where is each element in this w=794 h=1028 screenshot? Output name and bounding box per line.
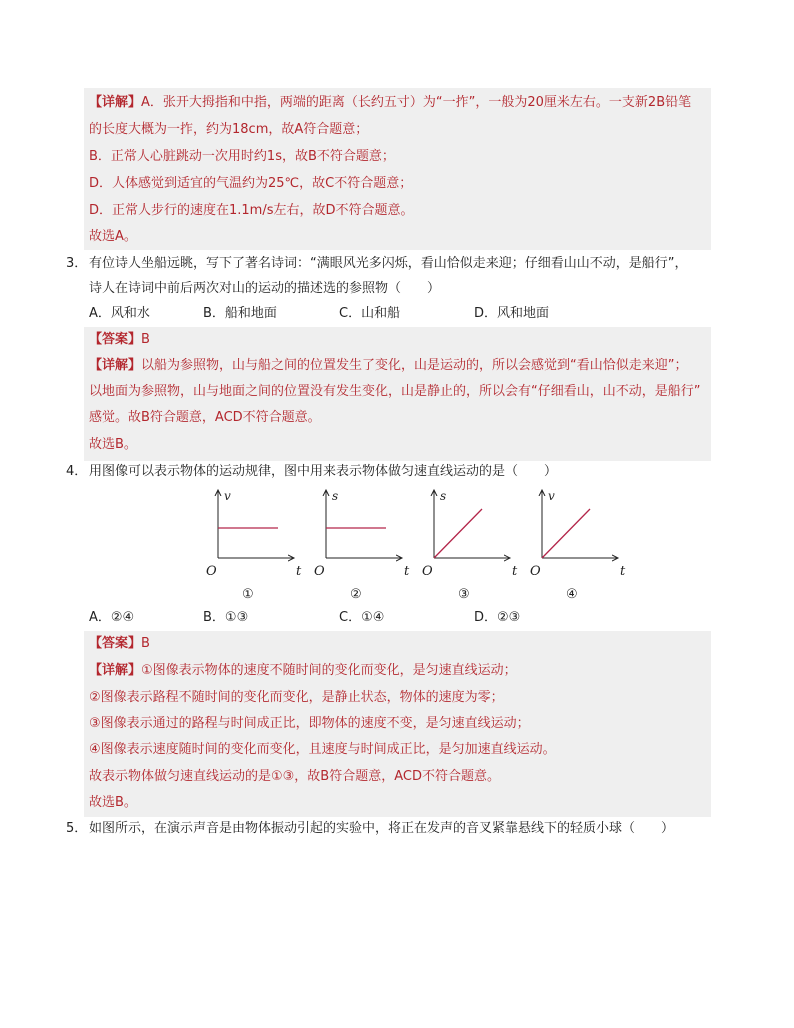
graph-caption: ③ — [458, 587, 470, 602]
origin-label: O — [530, 564, 541, 579]
q3-answer: 【答案】B — [89, 332, 150, 347]
graph-line — [542, 509, 590, 558]
explain-tag: 【详解】 — [89, 95, 142, 110]
q4-explain-line-2: ②图像表示路程不随时间的变化而变化，是静止状态，物体的速度为零； — [89, 690, 504, 705]
origin-label: O — [422, 564, 433, 579]
q3-explain-line-4: 故选B。 — [89, 437, 137, 452]
graph-caption: ② — [350, 587, 362, 602]
q4-number: 4． — [66, 464, 88, 479]
q4-stem-line-1: 用图像可以表示物体的运动规律，图中用来表示物体做匀速直线运动的是（ ） — [89, 464, 558, 479]
origin-label: O — [206, 564, 217, 579]
graph-1 — [206, 489, 302, 602]
origin-label: O — [314, 564, 325, 579]
q4-explain-line-6: 故选B。 — [89, 795, 137, 810]
graph-caption: ① — [242, 587, 254, 602]
q4-explain-line-3: ③图像表示通过的路程与时间成正比，即物体的速度不变，是匀速直线运动； — [89, 716, 530, 731]
graph-caption: ④ — [566, 587, 578, 602]
q2-explain-line-6: 故选A。 — [89, 229, 137, 244]
y-axis-label: v — [548, 489, 555, 503]
y-axis-label: s — [440, 489, 447, 503]
q4-explain-line-5: 故表示物体做匀速直线运动的是①③，故B符合题意，ACD不符合题意。 — [89, 769, 500, 784]
q4-explain-line-4: ④图像表示速度随时间的变化而变化，且速度与时间成正比，是匀加速直线运动。 — [89, 742, 556, 757]
x-axis-label: t — [620, 564, 626, 579]
q5-stem-line-1: 如图所示，在演示声音是由物体振动引起的实验中，将正在发声的音叉紧靠悬线下的轻质小球（ ） — [89, 821, 675, 836]
y-axis-label: v — [224, 489, 231, 503]
x-axis-label: t — [512, 564, 518, 579]
q4-answer: 【答案】B — [89, 636, 150, 651]
q3-option-c: C．山和船 — [339, 306, 401, 321]
q2-explain-line-2: 的长度大概为一拃，约为18cm，故A符合题意； — [89, 122, 369, 137]
q5-number: 5． — [66, 821, 88, 836]
x-axis-label: t — [404, 564, 410, 579]
q4-option-b: B．①③ — [203, 610, 249, 625]
q3-explain-line-2: 以地面为参照物，山与地面之间的位置没有发生变化，山是静止的，所以会有“仔细看山，山不动，是船行” — [89, 384, 701, 399]
q3-option-b: B．船和地面 — [203, 306, 277, 321]
q3-stem-line-1: 有位诗人坐船远眺，写下了著名诗词：“满眼风光多闪烁，看山恰似走来迎；仔细看山山不动，是船行”， — [89, 256, 688, 271]
q3-option-d: D．风和地面 — [474, 306, 550, 321]
q2-explain-line-4: D．人体感觉到适宜的气温约为25℃，故C不符合题意； — [89, 176, 413, 191]
q2-explain-line-5: D．正常人步行的速度在1.1m/s左右，故D不符合题意。 — [89, 203, 414, 218]
q4-explain-line-1: 【详解】①图像表示物体的速度不随时间的变化而变化，是匀速直线运动； — [89, 663, 517, 678]
q3-stem-line-2: 诗人在诗词中前后两次对山的运动的描述选的参照物（ ） — [89, 281, 441, 296]
q4-option-a: A．②④ — [89, 610, 135, 625]
q2-explain-line-1: 【详解】A．张开大拇指和中指，两端的距离（长约五寸）为“一拃”，一般为20厘米左右。一支新2B铅笔 — [89, 95, 692, 110]
q3-explain-line-3: 感觉。故B符合题意，ACD不符合题意。 — [89, 410, 321, 425]
graph-2 — [314, 489, 410, 602]
q3-number: 3． — [66, 256, 88, 271]
q4-option-c: C．①④ — [339, 610, 385, 625]
q2-explanation-box — [84, 88, 711, 250]
graph-3 — [422, 489, 518, 602]
q2-explain-line-3: B．正常人心脏跳动一次用时约1s，故B不符合题意； — [89, 149, 395, 164]
q3-explain-line-1: 【详解】以船为参照物，山与船之间的位置发生了变化，山是运动的，所以会感觉到“看山恰似走来迎”； — [89, 358, 688, 373]
q4-option-d: D．②③ — [474, 610, 521, 625]
y-axis-label: s — [332, 489, 339, 503]
q3-option-a: A．风和水 — [89, 306, 150, 321]
graph-line — [434, 509, 482, 558]
x-axis-label: t — [296, 564, 302, 579]
motion-graphs-figure — [200, 486, 630, 606]
graph-4 — [530, 489, 626, 602]
